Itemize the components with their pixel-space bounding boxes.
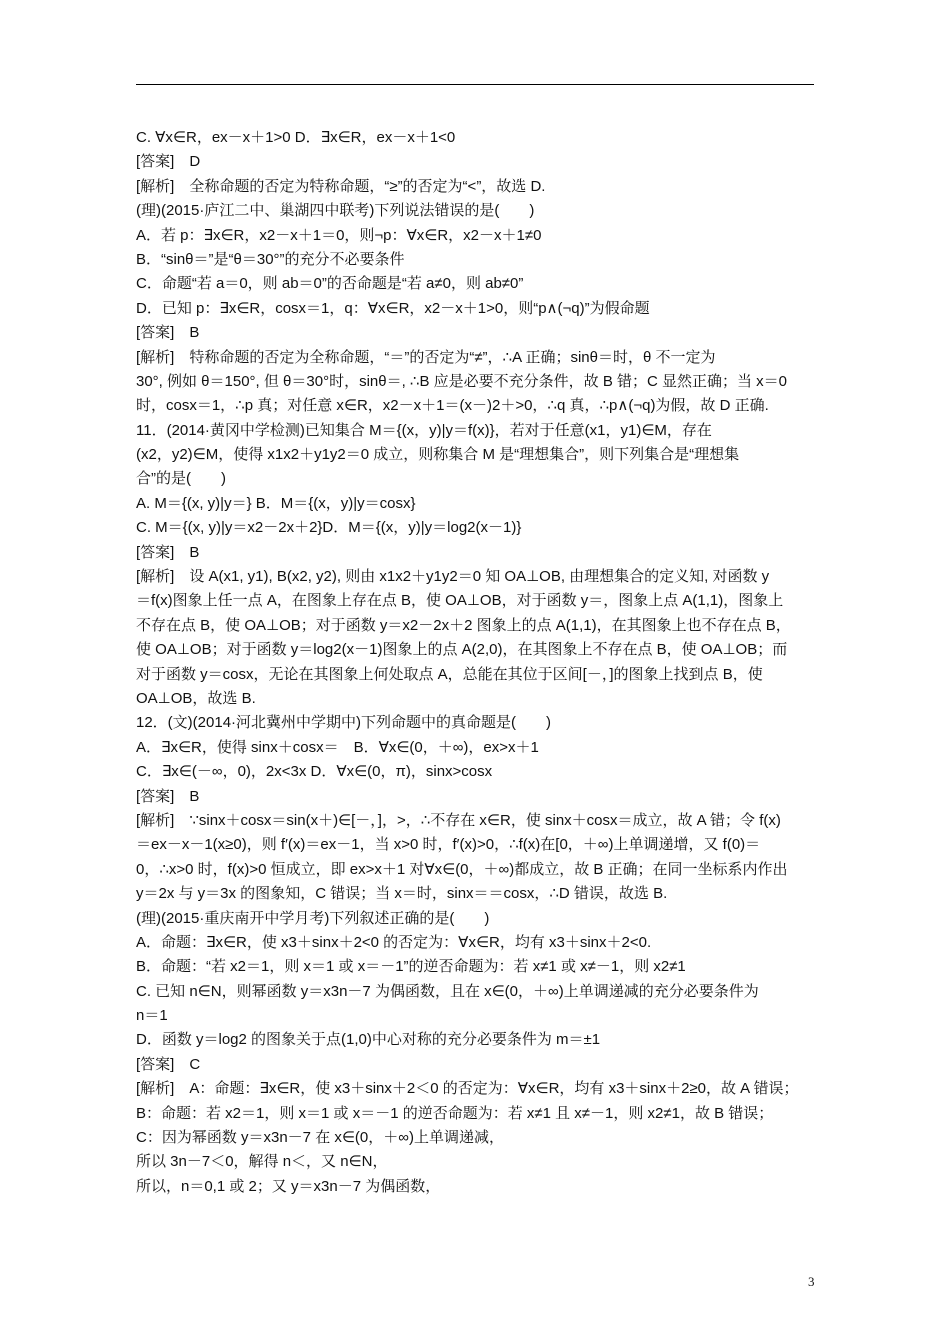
text-line: y＝2x 与 y＝3x 的图象知，C 错误；当 x＝时，sinx＝＝cosx，∴D 错误，故选 B. — [136, 885, 668, 903]
text-line: [解析] 全称命题的否定为特称命题，“≥”的否定为“<”，故选 D. — [136, 177, 546, 195]
text-line: [解析] A：命题：∃x∈R，使 x3＋sinx＋2＜0 的否定为：∀x∈R，均有 x3＋sinx＋2≥0，故 A 错误； — [136, 1080, 799, 1098]
text-line: A．命题：∃x∈R，使 x3＋sinx＋2<0 的否定为：∀x∈R，均有 x3＋sinx＋2<0. — [136, 933, 652, 951]
text-line: ＝f(x)图象上任一点 A，在图象上存在点 B，使 OA⊥OB，对于函数 y＝，图象上点 A(1,1)，图象上 — [136, 592, 784, 610]
text-line: 使 OA⊥OB；对于函数 y＝log2(x－1)图象上的点 A(2,0)，在其图象上不存在点 B，使 OA⊥OB；而 — [136, 641, 788, 659]
text-line: 0，∴x>0 时，f(x)>0 恒成立，即 ex>x＋1 对∀x∈(0，＋∞)都成立，故 B 正确；在同一坐标系内作出 — [136, 860, 788, 878]
text-line: [答案] D — [136, 153, 201, 171]
text-line: [答案] B — [136, 324, 200, 342]
header-rule — [136, 84, 814, 85]
text-line: 对于函数 y＝cosx，无论在其图象上何处取点 A，总能在其位于区间[－，]的图象上找到点 B，使 — [136, 665, 763, 683]
text-line: [解析] ∵sinx＋cosx＝sin(x＋)∈[－，]，>，∴不存在 x∈R，使 sinx＋cosx＝成立，故 A 错；令 f(x) — [136, 811, 781, 829]
text-line: 所以，n＝0,1 或 2；又 y＝x3n－7 为偶函数， — [136, 1177, 441, 1195]
text-line: C. M＝{(x, y)|y＝x2－2x＋2}D．M＝{(x，y)|y＝log2(x－1)} — [136, 519, 522, 537]
text-line: 12．(文)(2014·河北冀州中学期中)下列命题中的真命题是( ) — [136, 714, 552, 732]
text-line: (x2，y2)∈M，使得 x1x2＋y1y2＝0 成立，则称集合 M 是“理想集合”，则下列集合是“理想集 — [136, 446, 740, 464]
text-line: [解析] 设 A(x1, y1), B(x2, y2), 则由 x1x2＋y1y2＝0 知 OA⊥OB, 由理想集合的定义知, 对函数 y — [136, 568, 770, 586]
text-line: [解析] 特称命题的否定为全称命题，“＝”的否定为“≠”，∴A 正确；sinθ＝时，θ 不一定为 — [136, 348, 716, 366]
text-line: 合”的是( ) — [136, 470, 226, 488]
text-line: n＝1 — [136, 1007, 168, 1025]
text-line: C. 已知 n∈N，则幂函数 y＝x3n－7 为偶函数，且在 x∈(0，＋∞)上单调递减的充分必要条件为 — [136, 982, 759, 1000]
text-line: 所以 3n－7＜0，解得 n＜，又 n∈N， — [136, 1153, 388, 1171]
text-line: [答案] B — [136, 787, 200, 805]
text-line: B：命题：若 x2＝1，则 x＝1 或 x＝－1 的逆否命题为：若 x≠1 且 x≠－1，则 x2≠1，故 B 错误； — [136, 1104, 774, 1122]
text-line: OA⊥OB，故选 B. — [136, 689, 256, 707]
text-line: A．∃x∈R，使得 sinx＋cosx＝ B．∀x∈(0，＋∞)，ex>x＋1 — [136, 738, 539, 756]
text-line: (理)(2015·重庆南开中学月考)下列叙述正确的是( ) — [136, 909, 490, 927]
text-line: 30°, 例如 θ＝150°, 但 θ＝30°时，sinθ＝, ∴B 应是必要不充分条件，故 B 错；C 显然正确；当 x＝0 — [136, 372, 788, 390]
text-line: D．已知 p：∃x∈R，cosx＝1，q：∀x∈R，x2－x＋1>0，则“p∧(¬q)”为假命题 — [136, 299, 650, 317]
text-line: C：因为幂函数 y＝x3n－7 在 x∈(0，＋∞)上单调递减， — [136, 1129, 504, 1147]
page-number: 3 — [808, 1274, 815, 1289]
text-line: C．命题“若 a＝0，则 ab＝0”的否命题是“若 a≠0，则 ab≠0” — [136, 275, 524, 293]
text-line: B．命题：“若 x2＝1，则 x＝1 或 x＝－1”的逆否命题为：若 x≠1 或 x≠－1，则 x2≠1 — [136, 958, 686, 976]
text-line: ＝ex－x－1(x≥0)，则 f′(x)＝ex－1，当 x>0 时，f′(x)>0，∴f(x)在[0，＋∞)上单调递增，又 f(0)＝ — [136, 836, 761, 854]
document-body — [136, 126, 814, 1199]
text-line: [答案] C — [136, 1055, 201, 1073]
text-line: 时，cosx＝1，∴p 真；对任意 x∈R，x2－x＋1＝(x－)2＋>0，∴q 真，∴p∧(¬q)为假，故 D 正确. — [136, 397, 769, 415]
text-line: (理)(2015·庐江二中、巢湖四中联考)下列说法错误的是( ) — [136, 202, 535, 220]
text-line: A. M＝{(x, y)|y＝} B．M＝{(x，y)|y＝cosx} — [136, 494, 416, 512]
text-line: C．∃x∈(－∞，0)，2x<3x D．∀x∈(0，π)，sinx>cosx — [136, 763, 493, 781]
text-line: B．“sinθ＝”是“θ＝30°”的充分不必要条件 — [136, 250, 405, 268]
text-line: C. ∀x∈R，ex－x＋1>0 D．∃x∈R，ex－x＋1<0 — [136, 129, 456, 146]
text-line: 11．(2014·黄冈中学检测)已知集合 M＝{(x，y)|y＝f(x)}，若对于任意(x1，y1)∈M，存在 — [136, 421, 712, 439]
text-line: A．若 p：∃x∈R，x2－x＋1＝0，则¬p：∀x∈R，x2－x＋1≠0 — [136, 226, 542, 244]
text-line: [答案] B — [136, 543, 200, 561]
text-line: D．函数 y＝log2 的图象关于点(1,0)中心对称的充分必要条件为 m＝±1 — [136, 1031, 601, 1049]
text-line: 不存在点 B，使 OA⊥OB；对于函数 y＝x2－2x＋2 图象上的点 A(1,1)，在其图象上也不存在点 B， — [136, 616, 791, 634]
